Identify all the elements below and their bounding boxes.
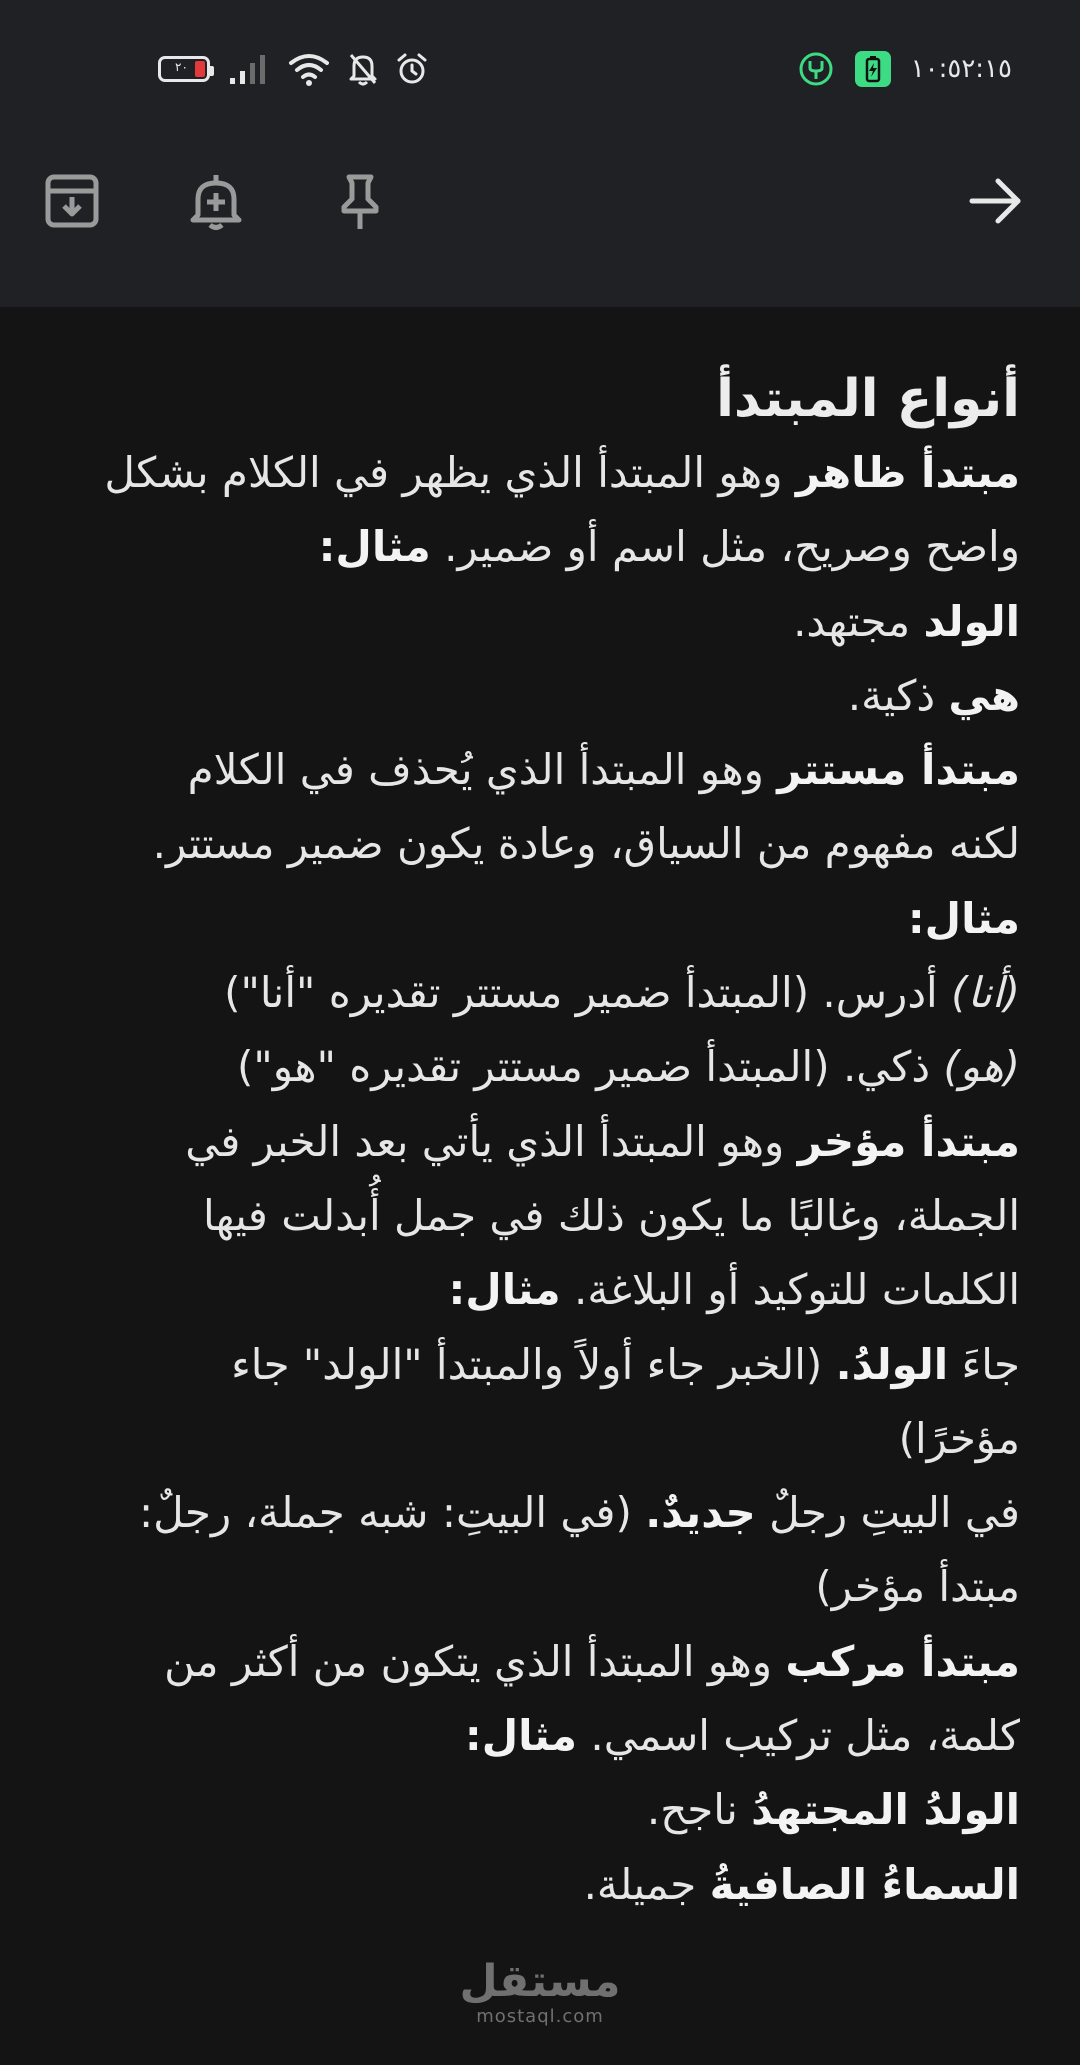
- note-line: في البيتِ رجلٌ جديدٌ. (في البيتِ: شبه جملة، رجلٌ:: [138, 1488, 1020, 1538]
- bell-off-icon: [348, 52, 378, 86]
- add-reminder-button[interactable]: [180, 165, 252, 237]
- alarm-icon: [396, 52, 428, 86]
- note-line: كلمة، مثل تركيب اسمي. مثال:: [464, 1711, 1020, 1761]
- note-line: لكنه مفهوم من السياق، وعادة يكون ضمير مستتر.: [152, 819, 1020, 869]
- note-line: مؤخرًا): [898, 1413, 1020, 1463]
- status-icons-left: [158, 48, 428, 90]
- status-time: ١٠:٥٢:١٥: [910, 54, 1012, 84]
- charging-icon: [855, 51, 891, 87]
- note-line: مبتدأ مستتر وهو المبتدأ الذي يُحذف في الكلام: [187, 745, 1020, 795]
- note-line: هي ذكية.: [847, 670, 1020, 720]
- status-icons-right: [797, 48, 1012, 90]
- archive-icon: [42, 171, 102, 231]
- note-line: الكلمات للتوكيد أو البلاغة. مثال:: [448, 1265, 1020, 1315]
- note-line: الولد مجتهد.: [793, 596, 1020, 646]
- signal-icon: [228, 52, 270, 86]
- mostaql-watermark: [0, 1958, 1080, 2028]
- back-button[interactable]: [960, 165, 1032, 237]
- archive-button[interactable]: [36, 165, 108, 237]
- pin-button[interactable]: [324, 165, 396, 237]
- note-line: الجملة، وغالبًا ما يكون ذلك في جمل أُبدلت فيها: [202, 1190, 1020, 1240]
- add-reminder-icon: [186, 171, 246, 231]
- note-line: واضح وصريح، مثل اسم أو ضمير. مثال:: [318, 522, 1020, 572]
- note-title[interactable]: أنواع المبتدأ: [716, 369, 1020, 429]
- vpn-icon: [797, 50, 835, 88]
- note-line: جاءَ الولدُ. (الخبر جاء أولاً والمبتدأ "الولد" جاء: [231, 1339, 1020, 1389]
- battery-low-icon: [158, 56, 210, 82]
- status-bar: [0, 0, 1080, 135]
- note-line: (أنا) أدرس. (المبتدأ ضمير مستتر تقديره "أنا"): [224, 968, 1020, 1018]
- note-line: مبتدأ ظاهر وهو المبتدأ الذي يظهر في الكلام بشكل: [104, 448, 1020, 497]
- watermark-logo: مستقل: [459, 1956, 621, 2007]
- wifi-icon: [288, 52, 330, 86]
- note-line: مثال:: [907, 893, 1020, 943]
- note-line: مبتدأ مركب وهو المبتدأ الذي يتكون من أكثر من: [164, 1636, 1020, 1686]
- note-line: (هو) ذكي. (المبتدأ ضمير مستتر تقديره "هو"): [237, 1042, 1020, 1092]
- note-toolbar: [0, 135, 1080, 307]
- note-line: السماءُ الصافيةُ جميلة.: [583, 1859, 1020, 1909]
- forward-arrow-icon: [966, 171, 1026, 231]
- watermark-site: mostaql.com: [476, 2006, 604, 2027]
- pin-icon: [330, 171, 390, 231]
- note-line: مبتدأ مؤخر): [815, 1562, 1020, 1612]
- battery-level: ٢٠: [175, 60, 188, 74]
- note-body[interactable]: [30, 362, 1020, 1922]
- note-line: الولدُ المجتهدُ ناجح.: [646, 1785, 1020, 1835]
- note-line: مبتدأ مؤخر وهو المبتدأ الذي يأتي بعد الخبر في: [185, 1116, 1020, 1166]
